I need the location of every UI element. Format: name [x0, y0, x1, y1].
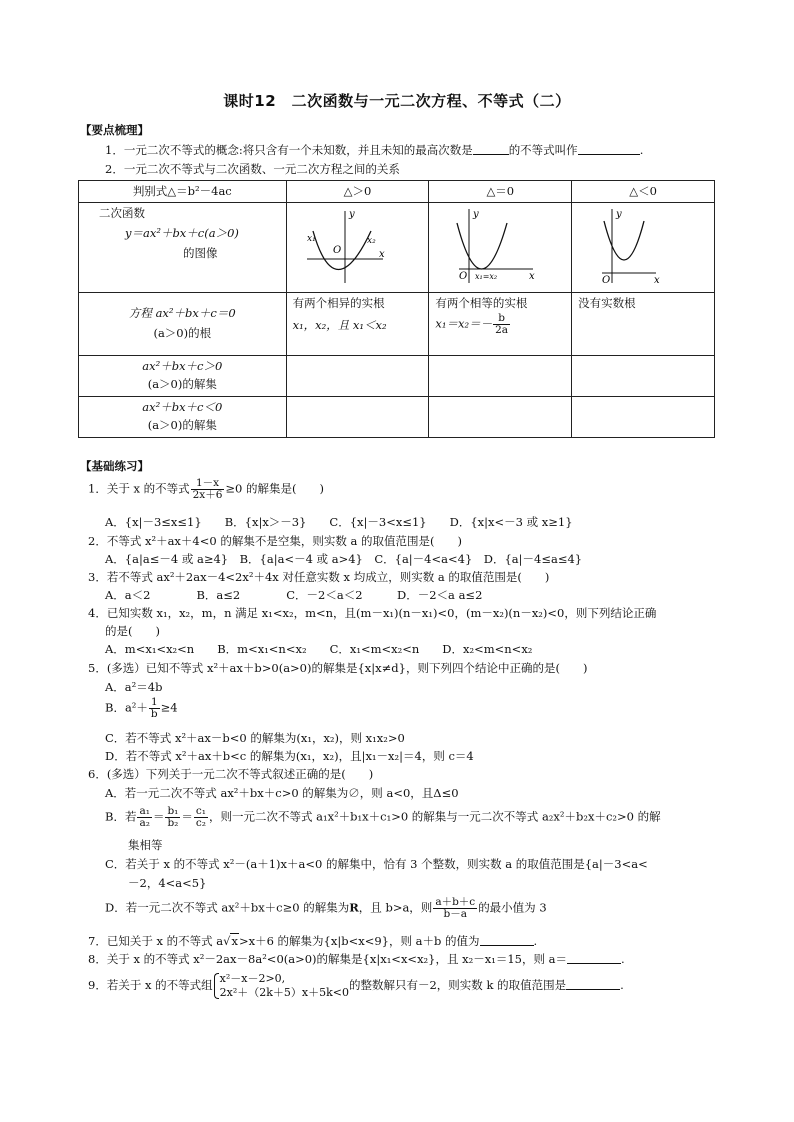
q1-text: 1．关于 x 的不等式: [88, 481, 190, 496]
row-graph-label-3: 的图像: [183, 246, 218, 260]
q6b-den-2: b₂: [167, 817, 179, 829]
row-graph-label: [79, 203, 287, 293]
answer-cell-greater-zero[interactable]: [429, 356, 572, 397]
row-less-label: [79, 397, 287, 438]
roots-cell-negative: 没有实数根: [572, 293, 715, 356]
roots-double: 有两个相等的实根: [435, 296, 528, 310]
table-header-row: [79, 181, 715, 203]
fraction-b-over-2a: [493, 313, 510, 336]
q9-text: 9．若关于 x 的不等式组: [88, 978, 213, 992]
q3-options: A．a＜2 B．a≤2 C．－2＜a＜2 D．－2＜a a≤2: [105, 588, 483, 602]
table-row-less: [79, 397, 715, 438]
blank-1[interactable]: [473, 143, 509, 155]
header-discriminant: 判别式△＝b²－4ac: [79, 181, 287, 203]
q6d-numerator: a＋b＋c: [435, 896, 476, 908]
question-7: 7．已知关于 x 的不等式 a√x>x＋6 的解集为{x|b<x<9}，则 a＋b 的值为 .: [88, 934, 538, 948]
question-8: [88, 952, 625, 966]
header-positive: △＞0: [286, 181, 429, 203]
row-greater-label-1: ax²＋bx＋c＞0: [142, 359, 223, 373]
parabola-no-root-graph: [572, 203, 702, 288]
q7-text: 7．已知关于 x 的不等式 a: [88, 934, 224, 948]
row-greater-label: [79, 356, 287, 397]
q5b-text-end: ≥4: [160, 700, 178, 715]
row-less-label-1: ax²＋bx＋c＜0: [142, 400, 223, 414]
point-2: 2．一元二次不等式与二次函数、一元二次方程之间的关系: [105, 162, 400, 176]
graph-cell-negative: [572, 203, 715, 293]
q6-option-c-cont: －2，4<a<5}: [128, 876, 207, 890]
q6d-real-set: R: [349, 900, 359, 915]
q6d-denominator: b－a: [443, 908, 467, 920]
row-less-label-2: (a＞0)的解集: [147, 418, 217, 432]
row-greater-label-2: (a＞0)的解集: [147, 377, 217, 391]
q6b-den-1: a₂: [139, 817, 150, 829]
q5-option-b: [105, 697, 178, 720]
root-x1-label: x₁: [306, 234, 316, 244]
q6b-fraction-c: [194, 806, 208, 829]
table-row-graph: [79, 203, 715, 293]
point-1-text-b: 的不等式叫作: [508, 143, 578, 157]
header-zero: △＝0: [429, 181, 572, 203]
x-axis-label: x: [378, 249, 385, 260]
x-axis-label: x: [654, 275, 660, 286]
row-roots-label-1: 方程 ax²＋bx＋c＝0: [128, 306, 236, 320]
q6b-fraction-a: [137, 806, 151, 829]
q9-inequality-system: [213, 972, 349, 1000]
y-axis-label: y: [348, 209, 355, 220]
point-1-text-c: .: [639, 143, 644, 157]
q1-denominator: 2x＋6: [192, 489, 223, 501]
q6b-num-1: a₁: [139, 805, 150, 817]
q1-text-end: ≥0 的解集是( ): [225, 481, 325, 496]
q8-answer-blank[interactable]: [567, 952, 621, 964]
roots-cell-zero: [429, 293, 572, 356]
q6b-num-3: c₁: [195, 805, 206, 817]
roots-cell-positive: [286, 293, 429, 356]
root-x2-label: x₂: [366, 236, 376, 246]
parabola-curve: [457, 223, 507, 269]
question-6: 6．(多选）下列关于一元二次不等式叙述正确的是( ): [88, 767, 374, 781]
q5b-text: B．a²＋: [105, 700, 148, 715]
q6-option-c: C．若关于 x 的不等式 x²－(a＋1)x＋a<0 的解集中，恰有 3 个整数，则实数 a 的取值范围是{a|－3<a<: [105, 857, 648, 871]
roots-double-detail: [435, 313, 565, 336]
parabola-two-roots-graph: [287, 203, 417, 288]
section-basic-practice: 【基础练习】: [80, 459, 149, 473]
q6-option-b-cont: 集相等: [128, 838, 163, 852]
question-1: [88, 478, 324, 501]
parabola-curve: [604, 221, 644, 260]
q6d-text-mid: ，且 b>a，则: [358, 900, 433, 915]
point-1-text-a: 1．一元二次不等式的概念:将只含有一个未知数，并且未知的最高次数是: [105, 143, 473, 157]
header-negative: △＜0: [572, 181, 715, 203]
y-axis-label: y: [473, 209, 480, 220]
q1-fraction: [191, 478, 225, 501]
table-row-greater: [79, 356, 715, 397]
row-graph-label-1: 二次函数: [99, 206, 145, 220]
origin-label: O: [459, 271, 468, 282]
row-roots-label: [79, 293, 287, 356]
q2-options: A．{a|a≤－4 或 a≥4} B．{a|a<－4 或 a>4} C．{a|－4<a<4} D．{a|－4≤a≤4}: [105, 552, 583, 566]
q6-option-b: B．若 $\frac{\text{a₁}}{\text{a₂}}$ ＝ $\frac{\text{b₁}}{\text{b₂}}$ ＝ $\frac{\text{c₁}}{\text{c₂}}$ ，则一元二次不等式 a₁x²＋b₁x＋c₁>0 的解集与一元二次不等式 a₂x²＋b₂x＋c₂>0 的解: [105, 805, 661, 829]
question-4: 4．已知实数 x₁，x₂，m，n 满足 x₁<x₂，m<n，且(m－x₁)(n－x₁)<0，(m－x₂)(n－x₂)<0，则下列结论正确: [88, 606, 657, 620]
q9-text-mid: 的整数解只有－2，则实数 k 的取值范围是: [348, 978, 567, 992]
fraction-denominator: 2a: [495, 324, 509, 336]
q1-numerator: 1－x: [191, 478, 225, 490]
fraction-numerator: b: [493, 313, 510, 325]
q6-option-a: A．若一元二次不等式 ax²＋bx＋c>0 的解集为∅，则 a<0，且Δ≤0: [105, 786, 459, 800]
q7-text-mid: >x＋6 的解集为{x|b<x<9}，则 a＋b 的值为: [238, 934, 480, 948]
q6d-fraction: [433, 897, 477, 920]
answer-cell-less-positive[interactable]: [286, 397, 429, 438]
parabola-curve: [313, 231, 371, 270]
q4-options: A．m<x₁<x₂<n B．m<x₁<n<x₂ C．x₁<m<x₂<n D．x₂<m<n<x₂: [105, 642, 533, 656]
q5-option-c: C．若不等式 x²＋ax－b<0 的解集为(x₁，x₂)，则 x₁x₂>0: [105, 731, 405, 745]
q5b-denominator: b: [150, 708, 158, 720]
q7-answer-blank[interactable]: [480, 934, 534, 946]
table-row-roots: [79, 293, 715, 356]
page-title: 课时12 二次函数与一元二次方程、不等式（二）: [223, 92, 571, 110]
row-roots-label-2: (a＞0)的根: [153, 326, 212, 340]
question-9: [88, 972, 624, 1000]
graph-cell-positive: [286, 203, 429, 293]
q9-answer-blank[interactable]: [566, 978, 620, 990]
q6b-text: B．若: [105, 809, 137, 824]
question-2: 2．不等式 x²＋ax＋4<0 的解集不是空集，则实数 a 的取值范围是( ): [88, 534, 462, 548]
q7-text-end: .: [533, 934, 538, 948]
relation-table: [78, 180, 715, 438]
q9-text-end: .: [620, 978, 624, 992]
q8-text: 8．关于 x 的不等式 x²－2ax－8a²<0(a>0)的解集是{x|x₁<x<x₂}，且 x₂－x₁＝15，则 a＝: [88, 952, 567, 966]
q6-option-d: [105, 897, 547, 920]
q5b-fraction: [149, 697, 160, 720]
graph-cell-zero: [429, 203, 572, 293]
q7-sqrt: x: [231, 934, 238, 948]
question-4-cont: 的是( ): [105, 624, 160, 638]
q5-option-a: A．a²＝4b: [105, 680, 163, 694]
q6b-text-end: ，则一元二次不等式 a₁x²＋b₁x＋c₁>0 的解集与一元二次不等式 a₂x²＋b₂x＋c₂>0 的解: [208, 809, 661, 824]
roots-two-distinct-detail: x₁，x₂，且 x₁＜x₂: [292, 318, 387, 332]
section-key-points: 【要点梳理】: [80, 123, 149, 137]
row-graph-label-2: y＝ax²＋bx＋c(a＞0): [125, 226, 239, 240]
roots-two-distinct: 有两个相异的实根: [292, 296, 385, 310]
question-3: 3．若不等式 ax²＋2ax－4<2x²＋4x 对任意实数 x 均成立，则实数 a 的取值范围是( ): [88, 570, 550, 584]
q1-options: A．{x|－3≤x≤1} B．{x|x＞－3} C．{x|－3<x≤1} D．{x|x<－3 或 x≥1}: [105, 515, 573, 529]
roots-double-formula: x₁＝x₂＝－: [435, 316, 493, 331]
q6b-num-2: b₁: [167, 805, 179, 817]
answer-cell-less-negative[interactable]: [572, 397, 715, 438]
q6d-text: D．若一元二次不等式 ax²＋bx＋c≥0 的解集为: [105, 900, 350, 915]
q9-line-1: x²－x－2>0,: [219, 972, 286, 985]
x-axis-label: x: [529, 271, 536, 282]
q5b-numerator: 1: [149, 697, 160, 709]
q6d-text-end: 的最小值为 3: [478, 900, 547, 915]
origin-label: O: [332, 245, 341, 256]
answer-cell-less-zero[interactable]: [429, 397, 572, 438]
answer-cell-greater-positive[interactable]: [286, 356, 429, 397]
answer-cell-greater-negative[interactable]: [572, 356, 715, 397]
blank-2[interactable]: [578, 143, 640, 155]
q9-line-2: 2x²＋（2k＋5）x＋5k<0: [219, 986, 349, 999]
parabola-double-root-graph: [429, 203, 559, 288]
y-axis-label: y: [616, 209, 622, 220]
point-1: [105, 143, 643, 157]
q6b-den-3: c₂: [195, 817, 206, 829]
question-5: 5．(多选）已知不等式 x²＋ax＋b>0(a>0)的解集是{x|x≠d}，则下列四个结论中正确的是( ): [88, 661, 588, 675]
origin-label: O: [602, 275, 611, 286]
double-root-label: x₁=x₂: [475, 272, 498, 281]
q8-text-end: .: [620, 952, 625, 966]
q6b-fraction-b: [165, 806, 180, 829]
q5-option-d: D．若不等式 x²＋ax＋b<c 的解集为(x₁，x₂)，且|x₁－x₂|＝4，则 c＝4: [105, 749, 474, 763]
